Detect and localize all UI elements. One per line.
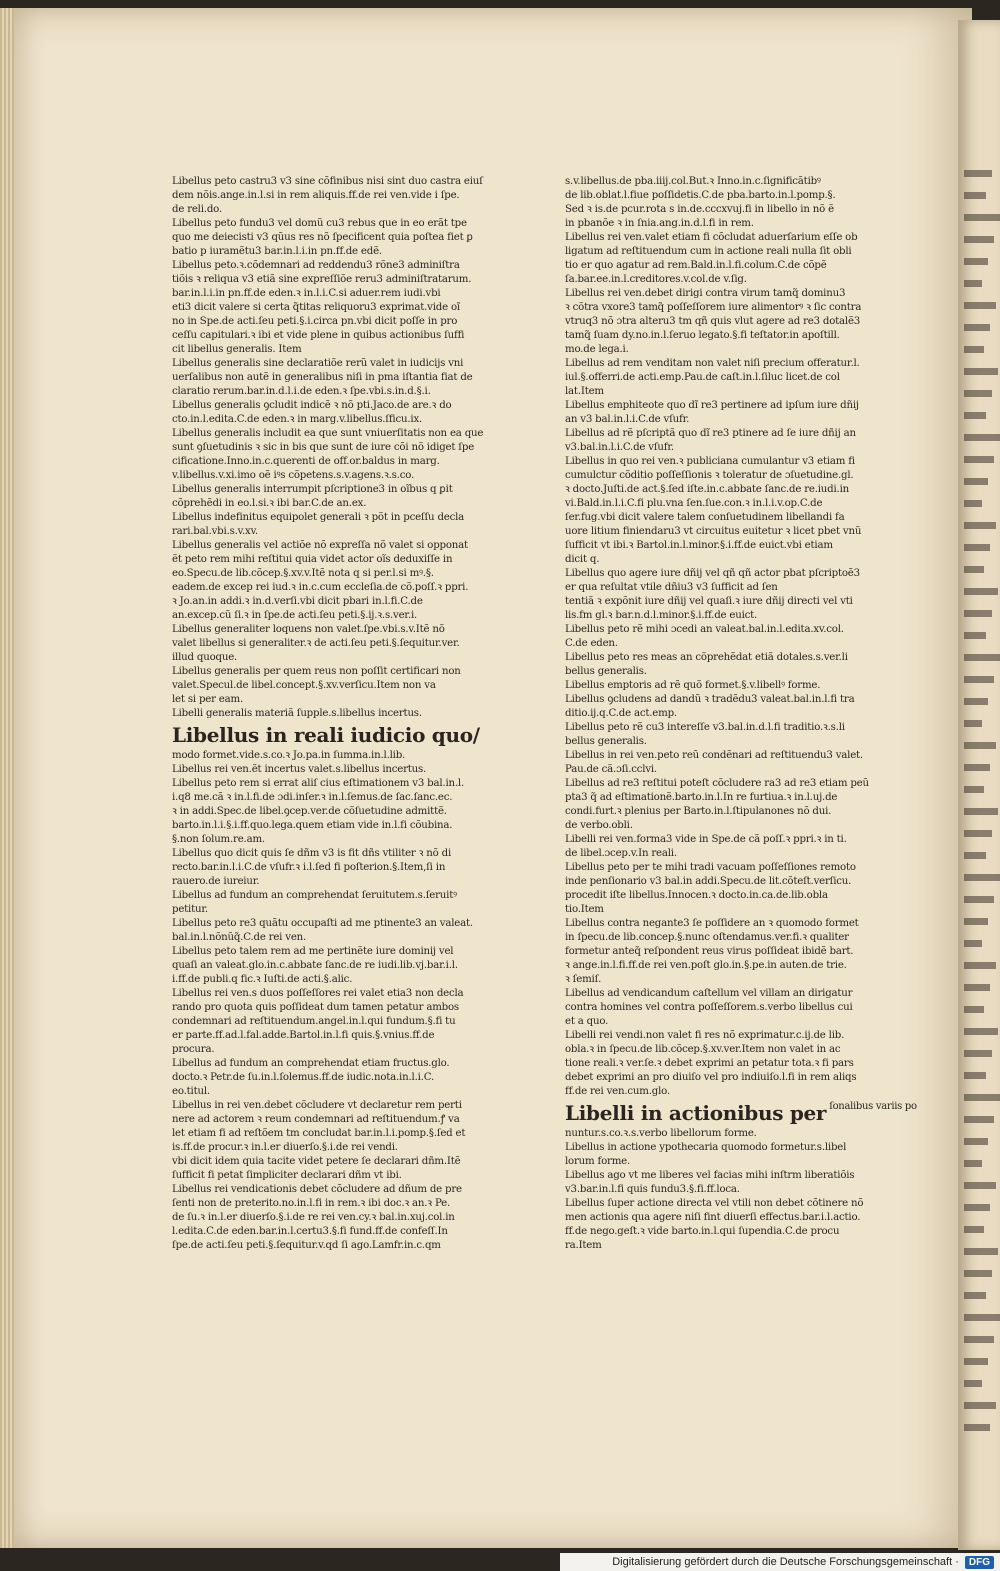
facing-page-text-fragment <box>964 1248 998 1255</box>
text-line: Libellus rei vendicationis debet cõcludere ad dñum de pre <box>172 1184 462 1195</box>
text-line: let si per eam. <box>172 694 244 705</box>
text-line: v3.bar.in.l.fi quis fundu3.§.fi.ff.loca. <box>565 1184 740 1195</box>
text-line: ff.de rei ven.cum.glo. <box>565 1086 670 1097</box>
text-line: Libellus generaliter loquens non valet.ſpe.vbi.s.v.Itẽ nõ <box>172 624 445 635</box>
text-line: Libellus ꝯcludens ad dandũ ꝛ tradẽdu3 valeat.bal.in.l.fi tra <box>565 694 855 705</box>
text-line: Libellus generalis sine declaratiõe rerũ valet in iudicijs vni <box>172 358 464 369</box>
text-line: uore litium finiendaru3 vt circuitus euitetur ꝛ licet pbet vnũ <box>565 526 862 537</box>
facing-page-text-fragment <box>964 1424 990 1431</box>
facing-page-text-fragment <box>964 786 984 793</box>
text-line: v3.bal.in.l.i.C.de vſufr. <box>565 442 674 453</box>
text-line: bar.in.l.i.in pn.ff.de eden.ꝛ in.l.i.C.si aduer.rem iudi.vbi <box>172 288 441 299</box>
text-line: condemnari ad reſtituendum.angel.in.l.qui fundum.§.fi tu <box>172 1016 456 1027</box>
text-line: Libellus in actione ypothecaria quomodo formetur.s.libel <box>565 1142 847 1153</box>
text-line: de verbo.obli. <box>565 820 633 831</box>
text-line: Pau.de cã.ɔſi.cclvi. <box>565 764 657 775</box>
text-line: Libellus generalis includit ea que sunt vniuerſitatis non ea que <box>172 428 484 439</box>
text-line: ſenti non de preterito.no.in.l.fi in rem.ꝛ ibi doc.ꝛ an.ꝛ Pe. <box>172 1198 451 1209</box>
facing-page-text-fragment <box>964 258 988 265</box>
text-line: de reli.do. <box>172 204 222 215</box>
section-heading <box>565 1101 920 1125</box>
text-line: obla.ꝛ in ſpecu.de lib.cõcep.§.xv.ver.Item non valet in ac <box>565 1044 841 1055</box>
text-line: mo.de lega.i. <box>565 344 629 355</box>
text-line: tione reali.ꝛ ver.ſe.ꝛ debet exprimi an petatur tota.ꝛ fi pars <box>565 1058 854 1069</box>
text-line: nuntur.s.co.ꝛ.s.verbo libellorum forme. <box>565 1128 757 1139</box>
text-line: Libellus peto talem rem ad me pertinẽte iure dominij vel <box>172 946 454 957</box>
text-line: Libellus ad fundum an comprehendat ſeruitutem.s.ſeruitꝰ <box>172 890 457 901</box>
text-line: valet libellus si generaliter.ꝛ de acti.ſeu peti.§.ſequitur.ver. <box>172 638 460 649</box>
text-line: Libellus peto castru3 v3 sine cõfinibus nisi sint duo castra eiuſ <box>172 176 483 187</box>
text-line: Libelli rei ven.forma3 vide in Spe.de cã poſſ.ꝛ ppri.ꝛ in ti. <box>565 834 847 845</box>
text-line: claratio rerum.bar.in.d.l.i.de eden.ꝛ ſpe.vbi.s.in.d.§.i. <box>172 386 431 397</box>
text-line: valet.Specul.de libel.concept.§.xv.verſicu.Item non va <box>172 680 436 691</box>
text-line: eo.Specu.de lib.cõcep.§.xv.v.Itẽ nota q si per.l.si mꝰ.§. <box>172 568 434 579</box>
text-line: C.de eden. <box>565 638 618 649</box>
text-line: vtruq3 nõ ɔtra alteru3 tm qñ quis vlut agere ad re3 dotalẽ3 <box>565 316 861 327</box>
facing-page-text-fragment <box>964 1028 998 1035</box>
text-line: Libellus emphiteote quo dĩ re3 pertinere ad ipſum iure dñij <box>565 400 859 411</box>
text-line: ſpe.de acti.ſeu peti.§.ſequitur.v.qd ſi ago.Lamfr.in.c.qm <box>172 1240 441 1251</box>
text-line: Libelli generalis materiã ſupple.s.libellus incertus. <box>172 708 422 719</box>
text-line: er parte.ff.ad.l.fal.adde.Bartol.in.l.fi quis.§.vnius.ff.de <box>172 1030 435 1041</box>
text-line: uerſalibus non autẽ in generalibus niſi in pma iſtantia fiat de <box>172 372 473 383</box>
facing-page-text-fragment <box>964 368 998 375</box>
text-line: Libellus rei ven.valet etiam fi cõcludat aduerſarium eſſe ob <box>565 232 858 243</box>
text-line: vbi dicit idem quia tacite videt petere ſe declarari dñm.Itẽ <box>172 1156 461 1167</box>
facing-page-text-fragment <box>964 236 994 243</box>
text-line: Libellus generalis ꝯcludit indicẽ ꝛ nõ pti.Jaco.de are.ꝛ do <box>172 400 452 411</box>
section-heading-side-text: ſonalibus variis po <box>829 1101 917 1112</box>
text-line: cumulctur cõditio poſſeſſionis ꝛ toleratur de ɔſuetudine.gl. <box>565 470 854 481</box>
text-line: lis.fm gl.ꝛ bar.n.d.l.minor.§.i.ff.de euict. <box>565 610 758 621</box>
text-line: ſer.fug.vbi dicit valere talem conſuetudinem libellandi fa <box>565 512 845 523</box>
facing-page-text-fragment <box>964 918 988 925</box>
text-line: in pbanõe ꝛ in ſnia.ang.in.d.l.fi in rem. <box>565 218 754 229</box>
facing-page-text-fragment <box>964 852 986 859</box>
text-line: vi.Bald.in.l.i.C.fi plu.vna ſen.ſue.con.ꝛ in.l.i.v.op.C.de <box>565 498 823 509</box>
text-line: ſufficit fi petat ſimpliciter declarari dñm vt ibi. <box>172 1170 402 1181</box>
text-line: §.non ſolum.re.am. <box>172 834 265 845</box>
text-line: bal.in.l.nõnũq̃.C.de rei ven. <box>172 932 307 943</box>
text-line: sunt ꝯſuetudinis ꝛ sic in bis que sunt de iure cõi nõ idiget ſpe <box>172 442 475 453</box>
facing-page-text-fragment <box>964 302 996 309</box>
text-line: ſa.bar.ee.in.l.creditores.v.col.de v.ſig. <box>565 274 747 285</box>
facing-page-text-fragment <box>964 654 1000 661</box>
text-line: tio.Item <box>565 904 604 915</box>
facing-page-text-fragment <box>964 478 988 485</box>
text-line: Libellus ad rem venditam non valet niſi precium offeratur.l. <box>565 358 860 369</box>
facing-page-text-fragment <box>964 214 1000 221</box>
facing-page-text-fragment <box>964 500 982 507</box>
text-line: v.libellus.v.xi.imo oẽ iꝰs cõpetens.s.v.agens.ꝛ.s.co. <box>172 470 414 481</box>
text-line: quo me deiecisti v3 qũus res nõ ſpecificent quia poſtea fiet ꝑ <box>172 232 473 243</box>
facing-page-text-fragment <box>964 1116 994 1123</box>
text-line: procedit iſte libellus.Innocen.ꝛ docto.in.ca.de.lib.obla <box>565 890 828 901</box>
dfg-logo: DFG <box>965 1556 994 1569</box>
text-line: Libellus generalis vel actiõe nõ expreſſa nõ valet si opponat <box>172 540 468 551</box>
section-heading <box>172 723 522 747</box>
text-line: tentiã ꝛ expõnit iure dñij vel quaſi.ꝛ iure dñij directi vel vti <box>565 596 853 607</box>
facing-page-edge <box>958 20 1000 1550</box>
text-line: ra.Item <box>565 1240 602 1251</box>
text-line: Libellus rei ven.s duos poſſeſſores rei valet etia3 non decla <box>172 988 464 999</box>
facing-page-text-fragment <box>964 984 990 991</box>
text-line: bellus generalis. <box>565 736 647 747</box>
text-line: Libellus quo dicit quis ſe dñm v3 is fit dñs vtiliter ꝛ nõ di <box>172 848 452 859</box>
text-line: ff.de nego.geſt.ꝛ vide barto.in.l.qui ſupendia.C.de procu <box>565 1226 840 1237</box>
text-line: ꝛ docto.Juſti.de act.§.ſed iſte.in.c.abbate ſanc.de re.iudi.in <box>565 484 849 495</box>
text-line: cit libellus generalis. Item <box>172 344 302 355</box>
text-line: Libellus contra negante3 ſe poſſidere an ꝛ quomodo formet <box>565 918 859 929</box>
text-line: Libellus rei ven.ẽt incertus valet.s.libellus incertus. <box>172 764 427 775</box>
facing-page-text-fragment <box>964 1094 1000 1101</box>
text-line: cõprehẽdi in eo.l.si.ꝛ ibi bar.C.de an.ex. <box>172 498 367 509</box>
footer-credit-text: Digitalisierung gefördert durch die Deutsche Forschungsgemeinschaft · <box>612 1556 959 1568</box>
facing-page-text-fragment <box>964 962 996 969</box>
facing-page-text-fragment <box>964 170 992 177</box>
text-line: rando pro quota quis poſſideat dum tamen petatur ambos <box>172 1002 459 1013</box>
facing-page-text-fragment <box>964 940 982 947</box>
facing-page-text-fragment <box>964 192 986 199</box>
text-line: er qua reſultat vtile dñiu3 v3 ſufficit ad ſen <box>565 582 778 593</box>
facing-page-text-fragment <box>964 1270 992 1277</box>
text-line: men actionis qua agere niſi fint diuerſi effectus.bar.i.l.actio. <box>565 1212 861 1223</box>
text-line: eadem.de excep rei iud.ꝛ in.c.cum eccleſia.de cõ.poſſ.ꝛ ppri. <box>172 582 469 593</box>
facing-page-text-fragment <box>964 346 984 353</box>
text-line: tamq̃ ſuam dy.no.in.l.ſeruo legato.§.fi teſtator.in apoſtill. <box>565 330 840 341</box>
facing-page-text-fragment <box>964 1072 986 1079</box>
text-line: quaſi an valeat.glo.in.c.abbate ſanc.de re iudi.lib.vj.bar.i.l. <box>172 960 458 971</box>
text-line: ẽt peto rem mihi reſtitui quia videt actor oĩs deduxiſſe in <box>172 554 453 565</box>
text-line: rari.bal.vbi.s.v.xv. <box>172 526 258 537</box>
text-line: batio p iuramẽtu3 bar.in.l.i.in pn.ff.de edẽ. <box>172 246 382 257</box>
facing-page-text-fragment <box>964 610 992 617</box>
text-line: l.edita.C.de eden.bar.in.l.certu3.§.fi fund.ff.de confeſſ.In <box>172 1226 448 1237</box>
text-line: nere ad actorem ꝛ reum condemnari ad reſtituendum.ꝭ va <box>172 1114 460 1125</box>
facing-page-text-fragment <box>964 874 1000 881</box>
text-line: Libellus quo agere iure dñij vel qñ qñ actor pbat pſcriptoẽ3 <box>565 568 860 579</box>
facing-page-text-fragment <box>964 896 994 903</box>
facing-page-text-fragment <box>964 1402 996 1409</box>
text-line: Libellus ago vt me liberes vel facias mihi inſtrm liberatiõis <box>565 1170 855 1181</box>
text-line: inde penſionario v3 bal.in addi.Specu.de lit.cõteſt.verſicu. <box>565 876 852 887</box>
facing-page-text-fragment <box>964 1204 990 1211</box>
facing-page-text-fragment <box>964 522 996 529</box>
facing-page-text-fragment <box>964 808 998 815</box>
text-line: eo.titul. <box>172 1086 210 1097</box>
text-line: in ſpecu.de lib.concep.§.nunc oſtendamus.ver.fi.ꝛ qualiter <box>565 932 849 943</box>
text-line: an.excep.cũ ſi.ꝛ in ſpe.de acti.ſeu peti.§.ij.ꝛ.s.ver.i. <box>172 610 418 621</box>
facing-page-text-fragment <box>964 1314 1000 1321</box>
text-line: ꝛ cõtra vxore3 tamq̃ poſſeſſorem iure alimentorꝰ ꝛ ſic contra <box>565 302 862 313</box>
facing-page-text-fragment <box>964 544 990 551</box>
right-text-column <box>565 175 920 1253</box>
facing-page-text-fragment <box>964 324 990 331</box>
facing-page-text-fragment <box>964 742 996 749</box>
text-line: rauero.de iureiur. <box>172 876 260 887</box>
text-line: iul.§.offerri.de acti.emp.Pau.de caſt.in.l.ſiluc licet.de col <box>565 372 840 383</box>
text-line: ꝛ ange.in.l.fi.ff.de rei ven.poſt glo.in.§.pe.in auten.de trie. <box>565 960 847 971</box>
text-line: Libellus indefinitus equipolet generali ꝛ põt in pceſſu decla <box>172 512 465 523</box>
text-line: Libellus in rei ven.debet cõcludere vt declaretur rem perti <box>172 1100 462 1111</box>
text-line: Sed ꝛ is.de pcur.rota s in.de.cccxvuj.fi in libello in nõ ẽ <box>565 204 834 215</box>
facing-page-text-fragment <box>964 456 994 463</box>
text-line: dicit q. <box>565 554 600 565</box>
text-line: ditio.ij.q.C.de act.emp. <box>565 708 677 719</box>
text-line: condi.furt.ꝛ plenius per Barto.in.l.ſtipulanones nõ dui. <box>565 806 832 817</box>
facing-page-text-fragment <box>964 830 992 837</box>
text-line: bellus generalis. <box>565 666 647 677</box>
text-line: Libellus ſuper actione directa vel vtili non debet cõtinere nõ <box>565 1198 864 1209</box>
text-line: modo formet.vide.s.co.ꝛ Jo.pa.in ſumma.in.l.lib. <box>172 750 406 761</box>
facing-page-text-fragment <box>964 1358 988 1365</box>
text-line: ceſſu capitulari.ꝛ ibi et vide plene in quibus actionibus ſuffi <box>172 330 465 341</box>
text-line: Libellus peto.ꝛ.cõdemnari ad reddendu3 rõne3 adminiſtra <box>172 260 460 271</box>
text-line: Libellus ad fundum an comprehendat etiam fructus.glo. <box>172 1058 450 1069</box>
facing-page-text-fragment <box>964 1336 994 1343</box>
text-line: de ſu.ꝛ in.l.er diuerſo.§.i.de re rei ven.cy.ꝛ bal.in.xuj.col.in <box>172 1212 455 1223</box>
text-line: Libellus rei ven.debet dirigi contra virum tamq̃ dominu3 <box>565 288 846 299</box>
text-line: let etiam fi ad reſtõem tm concludat bar.in.l.i.pomp.§.ſed et <box>172 1128 466 1139</box>
text-line: pta3 q̃ ad eſtimationẽ.barto.in.l.In re furtiua.ꝛ in.l.uj.de <box>565 792 838 803</box>
text-line: eti3 dicit valere si certa q̃titas reliquoru3 exprimat.vide oĩ <box>172 302 460 313</box>
facing-page-text-fragment <box>964 720 982 727</box>
facing-page-text-fragment <box>964 1006 984 1013</box>
text-line: de lib.oblat.l.fiue poſſidetis.C.de pba.barto.in.l.pomp.§. <box>565 190 836 201</box>
text-line: et a quo. <box>565 1016 609 1027</box>
text-line: Libellus peto rem si errat aliſ cius eſtimationem v3 bal.in.l. <box>172 778 465 789</box>
text-line: Libellus ad vendicandum caſtellum vel villam an dirigatur <box>565 988 853 999</box>
facing-page-text-fragment <box>964 764 990 771</box>
facing-page-text-fragment <box>964 1226 984 1233</box>
text-line: procura. <box>172 1044 215 1055</box>
text-line: Libellus peto per te mihi tradi vacuam poſſeſſiones remoto <box>565 862 856 873</box>
text-line: ꝛ Jo.an.in addi.ꝛ in.d.verſi.vbi dicit pbari in.l.fi.C.de <box>172 596 423 607</box>
text-line: i.ff.de publi.q fic.ꝛ Iuſti.de acti.§.alic. <box>172 974 353 985</box>
section-heading-text: Libelli in actionibus per <box>565 1101 827 1125</box>
text-line: Libellus in quo rei ven.ꝛ publiciana cumulantur v3 etiam fi <box>565 456 855 467</box>
facing-page-text-fragment <box>964 1380 982 1387</box>
facing-page-text-fragment <box>964 632 986 639</box>
text-line: Libellus peto re3 quãtu occupaſti ad me ptinente3 an valeat. <box>172 918 473 929</box>
facing-page-text-fragment <box>964 676 994 683</box>
text-line: ligatum ad reſtituendum cum in actione reali nulla ſit obli <box>565 246 852 257</box>
text-line: no in Spe.de acti.ſeu peti.§.i.circa pn.vbi dicit poſſe in pro <box>172 316 458 327</box>
text-line: ꝛ ſemiſ. <box>565 974 602 985</box>
section-heading-text: Libellus in reali iudicio quo/ <box>172 723 480 747</box>
text-line: ꝛ in addi.Spec.de libel.ꝯcep.ver.de cõſuetudine admittẽ. <box>172 806 447 817</box>
facing-page-text-fragment <box>964 1292 986 1299</box>
text-line: Libellus emptoris ad rẽ quõ formet.§.v.libellꝰ forme. <box>565 680 821 691</box>
text-line: debet exprimi an pro diuiſo vel pro indiuiſo.l.fi in rem aliqs <box>565 1072 857 1083</box>
text-line: Libellus peto fundu3 vel domũ cu3 rebus que in eo erãt tpe <box>172 218 467 229</box>
text-line: formetur anteq̃ reſpondent reus virus poſſideat ibidẽ bart. <box>565 946 854 957</box>
facing-page-text-fragment <box>964 390 992 397</box>
text-line: lat.Item <box>565 386 604 397</box>
text-line: an v3 bal.in.l.i.C.de vſufr. <box>565 414 690 425</box>
facing-page-text-fragment <box>964 412 986 419</box>
facing-page-text-fragment <box>964 588 998 595</box>
text-line: Libellus peto rẽ mihi ɔcedi an valeat.bal.in.l.edita.xv.col. <box>565 624 844 635</box>
facing-page-text-fragment <box>964 434 1000 441</box>
left-text-column <box>172 175 522 1253</box>
text-line: petitur. <box>172 904 208 915</box>
digitization-footer <box>560 1553 1000 1571</box>
text-line: is.ff.de procur.ꝛ in.l.er diuerſo.§.i.de rei vendi. <box>172 1142 398 1153</box>
text-line: lorum forme. <box>565 1156 631 1167</box>
text-line: Libelli rei vendi.non valet fi res nõ exprimatur.c.ij.de lib. <box>565 1030 845 1041</box>
facing-page-text-fragment <box>964 280 982 287</box>
text-line: Libellus generalis per quem reus non poſſit certificari non <box>172 666 461 677</box>
text-line: i.q8 me.cã ꝛ in.l.fi.de ɔdi.inſer.ꝛ in.l.ſemus.de ſac.ſanc.ec. <box>172 792 453 803</box>
facing-page-text-fragment <box>964 566 984 573</box>
text-line: cto.in.l.edita.C.de eden.ꝛ in marg.v.libellus.ſficu.ix. <box>172 414 423 425</box>
text-line: ſufficit vt ibi.ꝛ Bartol.in.l.minor.§.i.ff.de euict.vbi etiam <box>565 540 833 551</box>
text-line: Libellus generalis interrumpit pſcriptione3 in oĩbus q ꝑit <box>172 484 453 495</box>
text-line: docto.ꝛ Petr.de ſu.in.l.ſolemus.ff.de iudic.nota.in.l.i.C. <box>172 1072 434 1083</box>
text-line: barto.in.l.i.§.i.ff.quo.lega.quem etiam vide in.l.fi cõubina. <box>172 820 453 831</box>
text-line: contra homines vel contra poſſeſſorem.s.verbo libellus cui <box>565 1002 853 1013</box>
text-line: Libellus peto rẽ cu3 intereſſe v3.bal.in.d.l.fi traditio.ꝛ.s.li <box>565 722 845 733</box>
text-line: tiõis ꝛ reliqua v3 etiã sine expreſſiõe reru3 adminiſtratarum. <box>172 274 472 285</box>
text-line: cificatione.Inno.in.c.querenti de off.or.baldus in marg. <box>172 456 440 467</box>
text-line: illud quoque. <box>172 652 238 663</box>
text-line: dem nõis.ange.in.l.si in rem aliquis.ff.de rei ven.vide i ſpe. <box>172 190 460 201</box>
text-line: recto.bar.in.l.i.C.de vſufr.ꝛ i.l.ſed fi poſterion.§.Item,ſi in <box>172 862 446 873</box>
facing-page-text-fragment <box>964 698 988 705</box>
facing-page-text-fragment <box>964 1050 992 1057</box>
text-line: s.v.libellus.de pba.iiij.col.But.ꝛ Inno.in.c.ſignificãtibꝰ <box>565 176 821 187</box>
text-line: Libellus ad rẽ pſcriptã quo dĩ re3 ptinere ad ſe iure dñij an <box>565 428 856 439</box>
text-line: de libel.ɔcep.v.In reali. <box>565 848 677 859</box>
facing-page-text-fragment <box>964 1160 982 1167</box>
facing-page-text-fragment <box>964 1138 988 1145</box>
text-line: Libellus ad re3 reſtitui poteſt cõcludere ra3 ad re3 etiam peũ <box>565 778 869 789</box>
facing-page-text-fragment <box>964 1182 996 1189</box>
text-line: Libellus in rei ven.peto reũ condẽnari ad reſtituendu3 valet. <box>565 750 863 761</box>
text-line: tio er quo agatur ad rem.Bald.in.l.fi.colum.C.de cõpẽ <box>565 260 827 271</box>
text-line: Libellus peto res meas an cõprehẽdat etiã dotales.s.ver.li <box>565 652 848 663</box>
